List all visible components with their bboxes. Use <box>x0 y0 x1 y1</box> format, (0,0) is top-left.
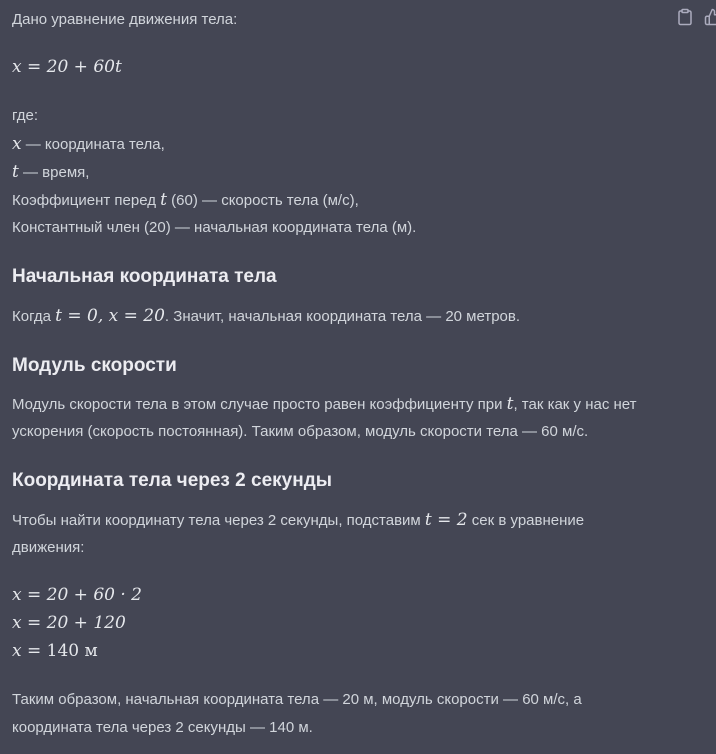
speed-text-line2: ускорения (скорость постоянная). Таким образом, модуль скорости тела — 60 м/с. <box>12 423 589 440</box>
intro-text: Дано уравнение движения тела: <box>12 11 238 28</box>
conclusion-line2: координата тела через 2 секунды — 140 м. <box>12 719 313 736</box>
clipboard-icon <box>676 8 694 26</box>
paragraph-text: Чтобы найти координату тела через 2 секунды, подставим <box>12 512 425 529</box>
heading-initial-coordinate: Начальная координата тела <box>12 266 277 287</box>
initial-coordinate-text <box>12 304 520 329</box>
paragraph-text: , так как у нас нет <box>513 396 637 413</box>
calculation-step-1: x = 20 + 60 · 2 <box>12 585 142 605</box>
where-label: где: <box>12 107 39 124</box>
inline-math: t = 0, x = 20 <box>55 306 165 326</box>
coefficient-line <box>12 188 359 213</box>
inline-math: t = 2 <box>424 510 468 530</box>
conclusion-line1: Таким образом, начальная координата тела — 20 м, модуль скорости — 60 м/с, а <box>12 691 582 708</box>
thumbs-up-icon <box>704 8 716 26</box>
math-symbol: x <box>12 134 22 154</box>
coefficient-text: Коэффициент перед <box>12 192 161 209</box>
paragraph-text: Когда <box>12 308 56 325</box>
substitution-text-line1 <box>12 508 584 533</box>
definition-x <box>12 132 165 157</box>
copy-button[interactable] <box>676 8 694 26</box>
paragraph-text: Модуль скорости тела в этом случае просто равен коэффициенту при <box>12 396 507 413</box>
heading-coordinate-after-2s: Координата тела через 2 секунды <box>12 470 332 491</box>
math-symbol: x <box>12 641 22 661</box>
thumbs-up-button[interactable] <box>704 8 716 26</box>
main-equation: x = 20 + 60t <box>12 57 122 77</box>
substitution-text-line2: движения: <box>12 539 85 556</box>
heading-speed: Модуль скорости <box>12 355 177 376</box>
definition-text: — время, <box>18 164 90 181</box>
message-actions <box>676 8 716 26</box>
paragraph-text: сек в уравнение <box>467 512 585 529</box>
definition-t <box>12 160 89 185</box>
constant-line: Константный член (20) — начальная координата тела (м). <box>12 219 417 236</box>
definition-text: — координата тела, <box>21 136 165 153</box>
math-symbol: t <box>506 394 514 414</box>
speed-text-line1 <box>12 392 637 417</box>
math-result: = 140 м <box>21 641 98 661</box>
math-symbol: t <box>12 162 19 182</box>
coefficient-text-end: (60) — скорость тела (м/с), <box>167 192 359 209</box>
calculation-step-2: x = 20 + 120 <box>12 613 126 633</box>
math-symbol: t <box>160 190 168 210</box>
calculation-step-3 <box>12 639 98 663</box>
paragraph-text: . Значит, начальная координата тела — 20 метров. <box>164 308 521 325</box>
